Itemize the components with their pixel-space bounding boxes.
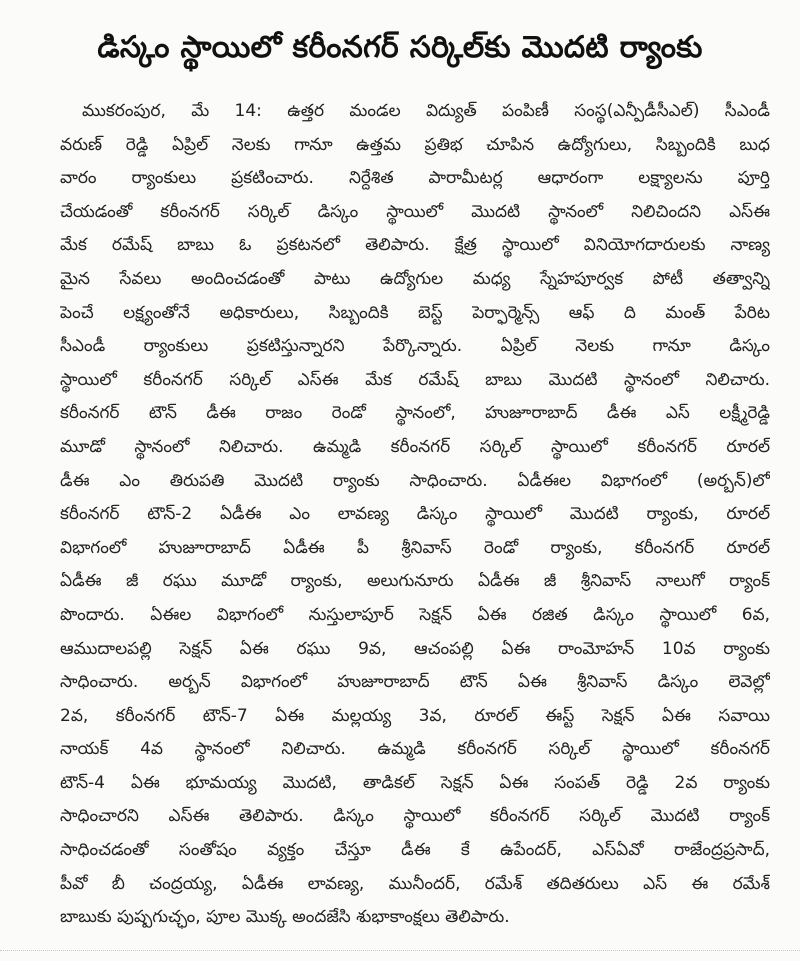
article-line: స్థాయిలో కరీంనగర్ సర్కిల్ ఎస్ఈ మేక రమేష్ బాబు మొదటి స్థానంలో నిలిచారు. xyxy=(60,369,770,390)
article-line: పీవో బీ చంద్రయ్య, ఏడీఈ లావణ్య, మునీందర్, రమేశ్ తదితరులు ఎస్ ఈ రమేశ్ xyxy=(60,873,770,894)
article-line: వరుణ్ రెడ్డి ఏప్రిల్ నెలకు గానూ ఉత్తమ ప్రతిభ చూపిన ఉద్యోగులు, సిబ్బందికి బుధ xyxy=(60,134,770,155)
article-line: చేయడంతో కరీంనగర్ సర్కిల్ డిస్కం స్థాయిలో మొదటి స్థానంలో నిలిచిందని ఎస్ఈ xyxy=(60,201,770,222)
clipping-edge xyxy=(0,950,800,961)
article-line: ఏడీఈ జీ రఘు మూడో ర్యాంకు, అలుగునూరు ఏడీఈ జీ శ్రీనివాస్ నాలుగో ర్యాంక్ xyxy=(60,571,770,592)
article-line: 2వ, కరీంనగర్ టౌన్-7 ఏఈ మల్లయ్య 3వ, రూరల్ ఈస్ట్ సెక్షన్ ఏఈ సవాయి xyxy=(60,705,770,726)
article-line: పెంచే లక్ష్యంతోనే అధికారులు, సిబ్బందికి బెస్ట్ పెర్ఫార్మెన్స్ ఆఫ్ ది మంత్ పేరిట xyxy=(60,302,770,323)
article-line: వారం ర్యాంకులు ప్రకటించారు. నిర్దేశిత పారామీటర్ల ఆధారంగా లక్ష్యాలను పూర్తి xyxy=(60,168,770,189)
article-line: ముకరంపుర, మే 14: ఉత్తర మండల విద్యుత్ పంపిణీ సంస్థ(ఎన్పీడీసీఎల్) సీఎండీ xyxy=(82,101,770,121)
article-line: విభాగంలో హుజూరాబాద్ ఏడీఈ పీ శ్రీనివాస్ రెండో ర్యాంకు, కరీంనగర్ రూరల్ xyxy=(60,537,770,558)
article-line: సీఎండీ ర్యాంకులు ప్రకటిస్తున్నారని పేర్కొన్నారు. ఏప్రిల్ నెలకు గానూ డిస్కం xyxy=(60,336,770,357)
article-line: కరీంనగర్ టౌన్-2 ఏడీఈ ఎం లావణ్య డిస్కం స్థాయిలో మొదటి ర్యాంకు, రూరల్ xyxy=(60,504,770,525)
article-line: నాయక్ 4వ స్థానంలో నిలిచారు. ఉమ్మడి కరీంనగర్ సర్కిల్ స్థాయిలో కరీంనగర్ xyxy=(60,739,770,760)
article-line: బాబుకు పుష్పగుచ్ఛం, పూల మొక్క అందజేసి శుభాకాంక్షలు తెలిపారు. xyxy=(60,907,510,928)
article-line: పొందారు. ఏఈల విభాగంలో నుస్తులాపూర్ సెక్షన్ ఏఈ రజిత డిస్కం స్థాయిలో 6వ, xyxy=(60,604,770,625)
article-line: సాధించారు. అర్బన్ విభాగంలో హుజూరాబాద్ టౌన్ ఏఈ శ్రీనివాస్ డిస్కం లెవెల్లో xyxy=(60,672,770,693)
article-line: టౌన్-4 ఏఈ భూమయ్య మొదటి, తాడికల్ సెక్షన్ ఏఈ సంపత్ రెడ్డి 2వ ర్యాంకు xyxy=(60,772,770,793)
article-line: మూడో స్థానంలో నిలిచారు. ఉమ్మడి కరీంనగర్ సర్కిల్ స్థాయిలో కరీంనగర్ రూరల్ xyxy=(60,436,770,457)
article-line: ఆముదాలపల్లి సెక్షన్ ఏఈ రఘు 9వ, ఆచంపల్లి ఏఈ రాంమోహన్ 10వ ర్యాంకు xyxy=(60,638,770,659)
article-body xyxy=(60,95,770,935)
article-line: కరీంనగర్ టౌన్ డీఈ రాజం రెండో స్థానంలో, హుజూరాబాద్ డీఈ ఎస్ లక్ష్మీరెడ్డి xyxy=(60,403,770,424)
article-line: మైన సేవలు అందించడంతో పాటు ఉద్యోగుల మధ్య స్నేహపూర్వక పోటీ తత్వాన్ని xyxy=(60,268,770,289)
headline: డిస్కం స్థాయిలో కరీంనగర్ సర్కిల్‌కు మొదటి ర్యాంకు xyxy=(97,30,703,65)
article-line: డీఈ ఎం తిరుపతి మొదటి ర్యాంకు సాధించారు. ఏడీఈల విభాగంలో (అర్బన్)లో xyxy=(60,470,770,491)
article-line: సాధించడంతో సంతోషం వ్యక్తం చేస్తూ డీఈ కే ఉపేందర్, ఎస్ఏవో రాజేంద్రప్రసాద్, xyxy=(60,840,770,861)
article-line: మేక రమేష్ బాబు ఓ ప్రకటనలో తెలిపారు. క్షేత్ర స్థాయిలో వినియోగదారులకు నాణ్య xyxy=(60,235,770,256)
article-line: సాధించారని ఎస్ఈ తెలిపారు. డిస్కం స్థాయిలో కరీంనగర్ సర్కిల్ మొదటి ర్యాంక్ xyxy=(60,806,770,827)
